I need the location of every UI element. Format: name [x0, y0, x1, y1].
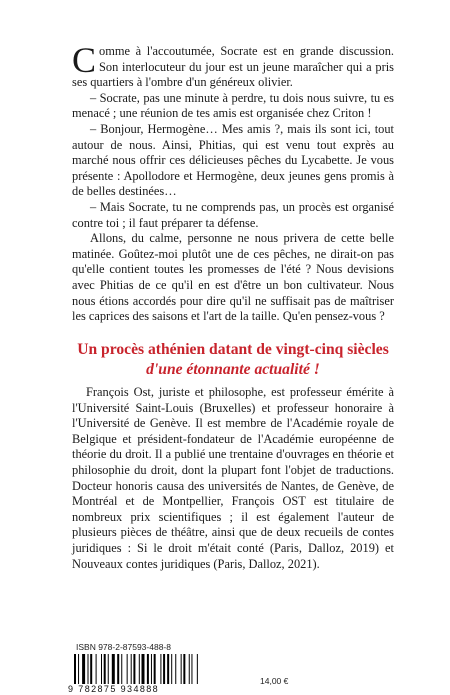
- barcode: [74, 654, 234, 684]
- tagline-line-1: Un procès athénien datant de vingt-cinq siècles: [77, 341, 389, 358]
- excerpt-paragraph: Allons, du calme, personne ne nous privera de cette belle matinée. Goûtez-moi plutôt une de ces pêches, ne dirait-on pas qu'elle contient toutes les promesses de l'été ? Nous devisions avec Phitias de ce qu'il en est d'être un bon cultivateur. Nous nous étions accordés pour dire qu'il ne suffisait pas de maîtriser les caprices des saisons et l'art de la taille. Qu'en pensez-vous ?: [72, 231, 394, 324]
- excerpt: [72, 40, 394, 325]
- excerpt-paragraph: – Socrate, pas une minute à perdre, tu dois nous suivre, tu es menacé ; une réunion de tes amis est organisée chez Criton !: [72, 90, 394, 121]
- price: 14,00 €: [260, 676, 289, 686]
- author-bio-text: François Ost, juriste et philosophe, est professeur émérite à l'Université Saint-Louis (Bruxelles) et professeur honoraire à l'Université de Genève. Il est membre de l'Académie royale de Belgique et président-fondateur de l'Académie européenne de théorie du droit. Il a publié une trentaine d'ouvrages en théorie et philosophie du droit, dont la plupart font l'objet de traductions. Docteur honoris causa des universités de Nantes, de Genève, de Montréal et de Montpellier, François OST est titulaire de nombreux prix scientifiques ; il est également l'auteur de plusieurs pièces de théâtre, ainsi que de deux recueils de contes juridiques : Si le droit m'était conté (Paris, Dalloz, 2019) et Nouveaux contes juridiques (Paris, Dalloz, 2021).: [72, 385, 394, 571]
- drop-cap: C: [72, 40, 97, 80]
- excerpt-paragraph: Comme à l'accoutumée, Socrate est en grande discussion. Son interlocuteur du jour est un jeune maraîcher qui a pris ses quartiers à l'ombre d'un généreux olivier.: [72, 40, 394, 90]
- isbn: ISBN 978-2-87593-488-8: [76, 642, 171, 652]
- tagline: [72, 340, 394, 380]
- author-bio: [72, 385, 394, 572]
- excerpt-paragraph: – Mais Socrate, tu ne comprends pas, un procès est organisé contre toi ; il faut préparer ta défense.: [72, 199, 394, 230]
- excerpt-paragraph: – Bonjour, Hermogène… Mes amis ?, mais ils sont ici, tout autour de nous. Ainsi, Phitias, qui est venu tout exprès au marché nous offrir ces délicieuses pêches du Lycabette. Je vous présente : Apollodore et Hermogène, deux jeunes gens promis à de belles destinées…: [72, 121, 394, 199]
- barcode-digits: 9 782875 934888: [68, 684, 160, 694]
- tagline-line-2: d'une étonnante actualité !: [146, 361, 320, 378]
